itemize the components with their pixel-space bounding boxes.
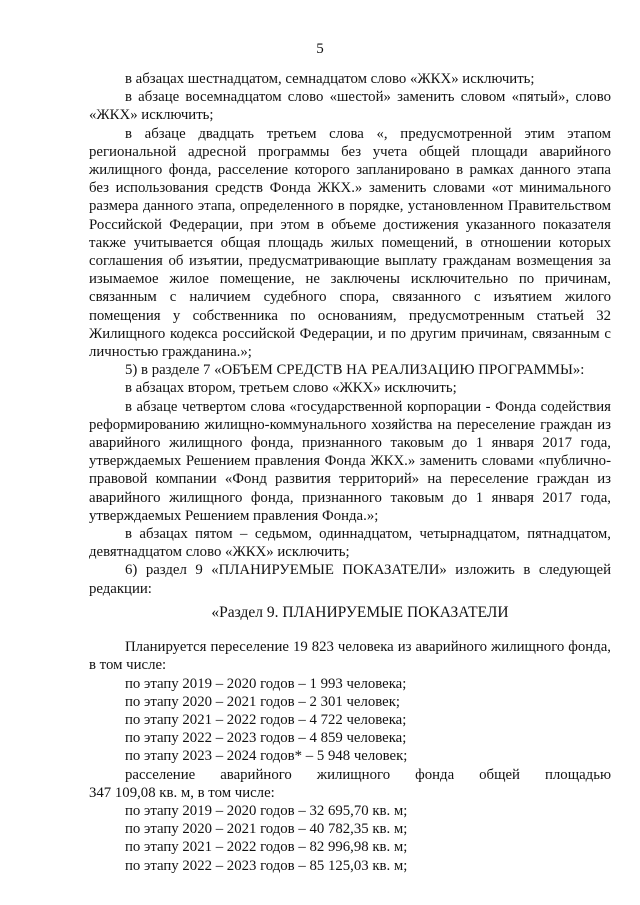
- paragraph: в абзаце восемнадцатом слово «шестой» заменить словом «пятый», слово «ЖКХ» исключить;: [89, 89, 611, 124]
- list-item: по этапу 2020 – 2021 годов – 40 782,35 кв. м;: [125, 821, 408, 838]
- area-paragraph-line: 347 109,08 кв. м, в том числе:: [89, 784, 275, 801]
- list-item: по этапу 2021 – 2022 годов – 82 996,98 кв. м;: [125, 839, 408, 856]
- document-body: [89, 70, 611, 875]
- paragraph: в абзаце двадцать третьем слова «, предусмотренной этим этапом региональной адресной программы без учета общей площади аварийного жилищного фонда, расселение которого запланировано в рамках данного этапа без использования средств Фонда ЖКХ.» заменить словами «от минимального размера данного этапа, определенного в порядке, установленном Правительством Российской Федерации, при этом в объеме достижения указанного показателя также учитывается общая площадь жилых помещений, в отношении которых соглашения об изъятии, предусматривающие выплату гражданам возмещения за изымаемое жилое помещение, не заключены исключительно по причинам, связанным с наличием судебного спора, связанного с изъятием жилого помещения у собственника по основаниям, предусмотренным статьей 32 Жилищного кодекса российской Федерации, и по другим причинам, связанным с личностью гражданина.»;: [89, 125, 611, 361]
- list-item: по этапу 2022 – 2023 годов – 4 859 человека;: [125, 730, 407, 747]
- list-item: по этапу 2020 – 2021 годов – 2 301 человек;: [125, 693, 401, 710]
- page-number: 5: [316, 41, 324, 57]
- list-item: по этапу 2019 – 2020 годов – 1 993 человека;: [125, 675, 407, 692]
- list-item: по этапу 2023 – 2024 годов* – 5 948 человек;: [125, 748, 408, 765]
- paragraph: 6) раздел 9 «ПЛАНИРУЕМЫЕ ПОКАЗАТЕЛИ» изложить в следующей редакции:: [89, 562, 611, 597]
- paragraph: 5) в разделе 7 «ОБЪЕМ СРЕДСТВ НА РЕАЛИЗАЦИЮ ПРОГРАММЫ»:: [125, 362, 585, 379]
- list-item: по этапу 2019 – 2020 годов – 32 695,70 кв. м;: [125, 802, 408, 819]
- area-paragraph-line: расселение аварийного жилищного фонда общей площадью: [125, 766, 611, 783]
- paragraph: в абзацах пятом – седьмом, одиннадцатом, четырнадцатом, пятнадцатом, девятнадцатом слово «ЖКХ» исключить;: [89, 526, 611, 561]
- paragraph: в абзацах шестнадцатом, семнадцатом слово «ЖКХ» исключить;: [125, 71, 535, 87]
- section-title: «Раздел 9. ПЛАНИРУЕМЫЕ ПОКАЗАТЕЛИ: [211, 603, 509, 621]
- paragraph: в абзацах втором, третьем слово «ЖКХ» исключить;: [125, 380, 457, 397]
- list-item: по этапу 2021 – 2022 годов – 4 722 человека;: [125, 711, 407, 728]
- list-item: по этапу 2022 – 2023 годов – 85 125,03 кв. м;: [125, 857, 408, 874]
- paragraph: в абзаце четвертом слова «государственной корпорации - Фонда содействия реформированию жилищно-коммунального хозяйства на переселение граждан из аварийного жилищного фонда, признанного таковым до 1 января 2017 года, утверждаемых Решением правления Фонда ЖКХ.» заменить словами «публично-правовой компании «Фонд развития территорий» на переселение граждан из аварийного жилищного фонда, признанного таковым до 1 января 2017 года, утверждаемых Решением правления Фонда.»;: [89, 398, 611, 524]
- intro-paragraph: Планируется переселение 19 823 человека из аварийного жилищного фонда, в том числе:: [89, 639, 611, 674]
